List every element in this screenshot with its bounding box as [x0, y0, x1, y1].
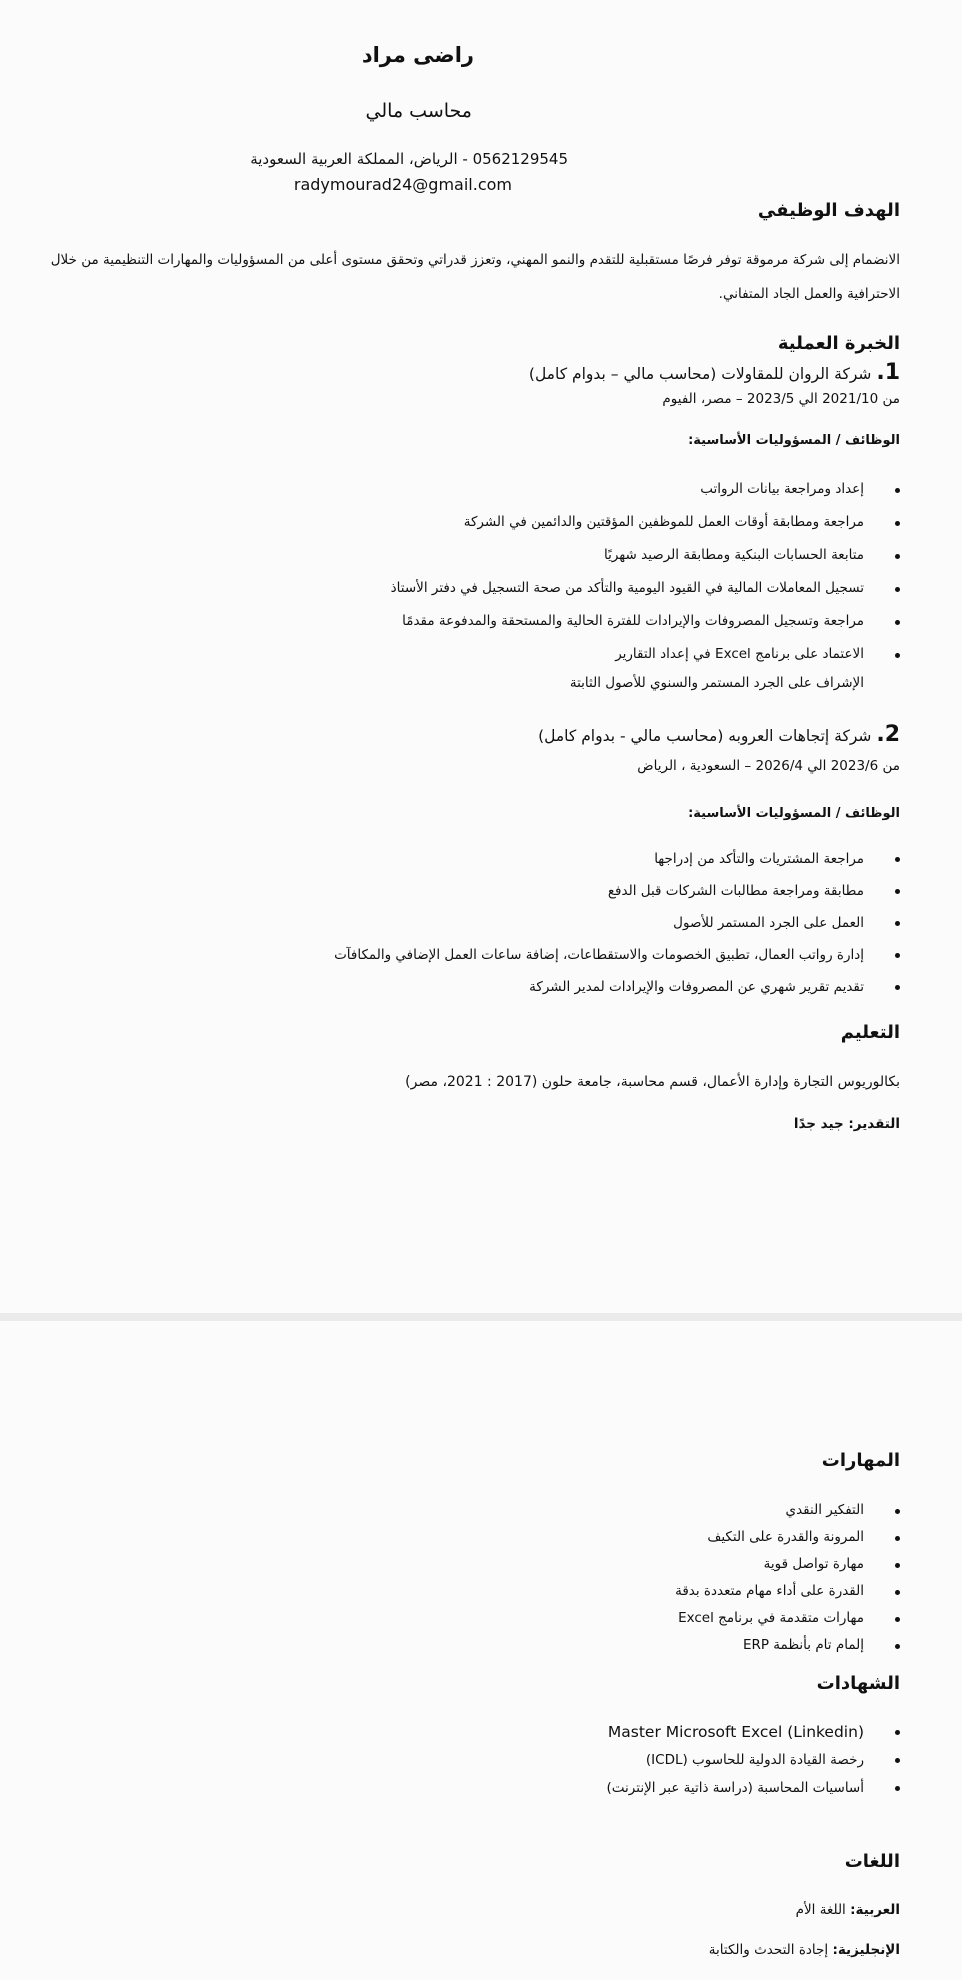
list-item: التفكير النقدي [675, 1497, 900, 1524]
list-item: رخصة القيادة الدولية للحاسوب (ICDL) [607, 1746, 900, 1774]
job-2-duties-label: الوظائف / المسؤوليات الأساسية: [688, 806, 900, 821]
language-arabic [796, 1902, 900, 1918]
language-level: اللغة الأم [795, 1902, 846, 1918]
bullet-icon [895, 1730, 900, 1735]
job-2-number: 2. [876, 722, 900, 747]
objective-heading: الهدف الوظيفي [757, 200, 900, 221]
language-level: إجادة التحدث والكتابة [708, 1942, 829, 1958]
job-1-dates: من 2021/10 الي 2023/5 – مصر، الفيوم [662, 391, 900, 407]
languages-heading: اللغات [844, 1851, 900, 1872]
job-1-extra-line: الإشراف على الجرد المستمر والسنوي للأصول الثابتة [569, 675, 864, 691]
job-2-title [538, 722, 900, 747]
education-grade: التقدير: جيد جدًا [793, 1116, 900, 1132]
list-item: مطابقة ومراجعة مطالبات الشركات قبل الدفع [334, 875, 900, 907]
job-title: محاسب مالي [365, 100, 472, 122]
bullet-icon [895, 921, 900, 926]
bullet-icon [895, 1644, 900, 1649]
bullet-icon [895, 1617, 900, 1622]
bullet-icon [895, 985, 900, 990]
job-1-title [529, 360, 900, 385]
bullet-icon [895, 1536, 900, 1541]
list-item: المرونة والقدرة على التكيف [675, 1524, 900, 1551]
language-english [709, 1942, 900, 1958]
list-item: تسجيل المعاملات المالية في القيود اليومية والتأكد من صحة التسجيل في دفتر الأستاذ [391, 572, 900, 605]
list-item: مراجعة وتسجيل المصروفات والإيرادات للفترة الحالية والمستحقة والمدفوعة مقدمًا [391, 605, 900, 638]
list-item: إعداد ومراجعة بيانات الرواتب [391, 473, 900, 506]
list-item: إلمام تام بأنظمة ERP [675, 1632, 900, 1659]
bullet-icon [895, 554, 900, 559]
objective-text: الانضمام إلى شركة مرموقة توفر فرصًا مستقبلية للتقدم والنمو المهني، وتعزز قدراتي وتحقق مستوى أعلى من المسؤوليات والمهارات التنظيمية من خلال الاحترافية والعمل الجاد المتفاني. [50, 252, 900, 302]
candidate-name: راضى مراد [361, 43, 474, 67]
job-2-title-text: شركة إتجاهات العروبه (محاسب مالي - بدوام كامل) [538, 727, 872, 745]
bullet-icon [895, 953, 900, 958]
skills-list [675, 1497, 900, 1659]
language-name: الإنجليزية: [832, 1942, 900, 1958]
contact-line: 0562129545 - الرياض، المملكة العربية السعودية [250, 150, 568, 168]
bullet-icon [895, 1509, 900, 1514]
bullet-icon [895, 620, 900, 625]
list-item: أساسيات المحاسبة (دراسة ذاتية عبر الإنترنت) [607, 1774, 900, 1802]
language-name: العربية: [850, 1902, 900, 1918]
bullet-icon [895, 653, 900, 658]
page-divider [0, 1313, 962, 1321]
list-item: Master Microsoft Excel (Linkedin) [607, 1718, 900, 1746]
education-degree: بكالوريوس التجارة وإدارة الأعمال، قسم محاسبة، جامعة حلون (2017 : 2021، مصر) [405, 1074, 900, 1090]
job-1-duties-list [391, 473, 900, 671]
job-1-title-text: شركة الروان للمقاولات (محاسب مالي – بدوام كامل) [528, 365, 872, 383]
skills-heading: المهارات [821, 1450, 900, 1471]
list-item: العمل على الجرد المستمر للأصول [334, 907, 900, 939]
list-item: مهارات متقدمة في برنامج Excel [675, 1605, 900, 1632]
bullet-icon [895, 1563, 900, 1568]
certificates-list [607, 1718, 900, 1802]
list-item: القدرة على أداء مهام متعددة بدقة [675, 1578, 900, 1605]
education-heading: التعليم [840, 1022, 900, 1043]
list-item: تقديم تقرير شهري عن المصروفات والإيرادات لمدير الشركة [334, 971, 900, 1003]
bullet-icon [895, 521, 900, 526]
job-2-dates: من 2023/6 الي 2026/4 – السعودية ، الرياض [637, 758, 900, 774]
list-item: متابعة الحسابات البنكية ومطابقة الرصيد شهريًا [391, 539, 900, 572]
list-item: مراجعة المشتريات والتأكد من إدراجها [334, 843, 900, 875]
list-item: الاعتماد على برنامج Excel في إعداد التقارير [391, 638, 900, 671]
certificates-heading: الشهادات [816, 1673, 900, 1694]
bullet-icon [895, 488, 900, 493]
job-1-number: 1. [876, 360, 900, 385]
bullet-icon [895, 857, 900, 862]
bullet-icon [895, 889, 900, 894]
bullet-icon [895, 1786, 900, 1791]
list-item: إدارة رواتب العمال، تطبيق الخصومات والاستقطاعات، إضافة ساعات العمل الإضافي والمكافآت [334, 939, 900, 971]
bullet-icon [895, 587, 900, 592]
job-1-duties-label: الوظائف / المسؤوليات الأساسية: [688, 433, 900, 448]
list-item: مراجعة ومطابقة أوقات العمل للموظفين المؤقتين والدائمين في الشركة [391, 506, 900, 539]
list-item: مهارة تواصل قوية [675, 1551, 900, 1578]
bullet-icon [895, 1758, 900, 1763]
bullet-icon [895, 1590, 900, 1595]
experience-heading: الخبرة العملية [777, 333, 900, 354]
job-2-duties-list [334, 843, 900, 1003]
email-address: radymourad24@gmail.com [293, 175, 512, 194]
